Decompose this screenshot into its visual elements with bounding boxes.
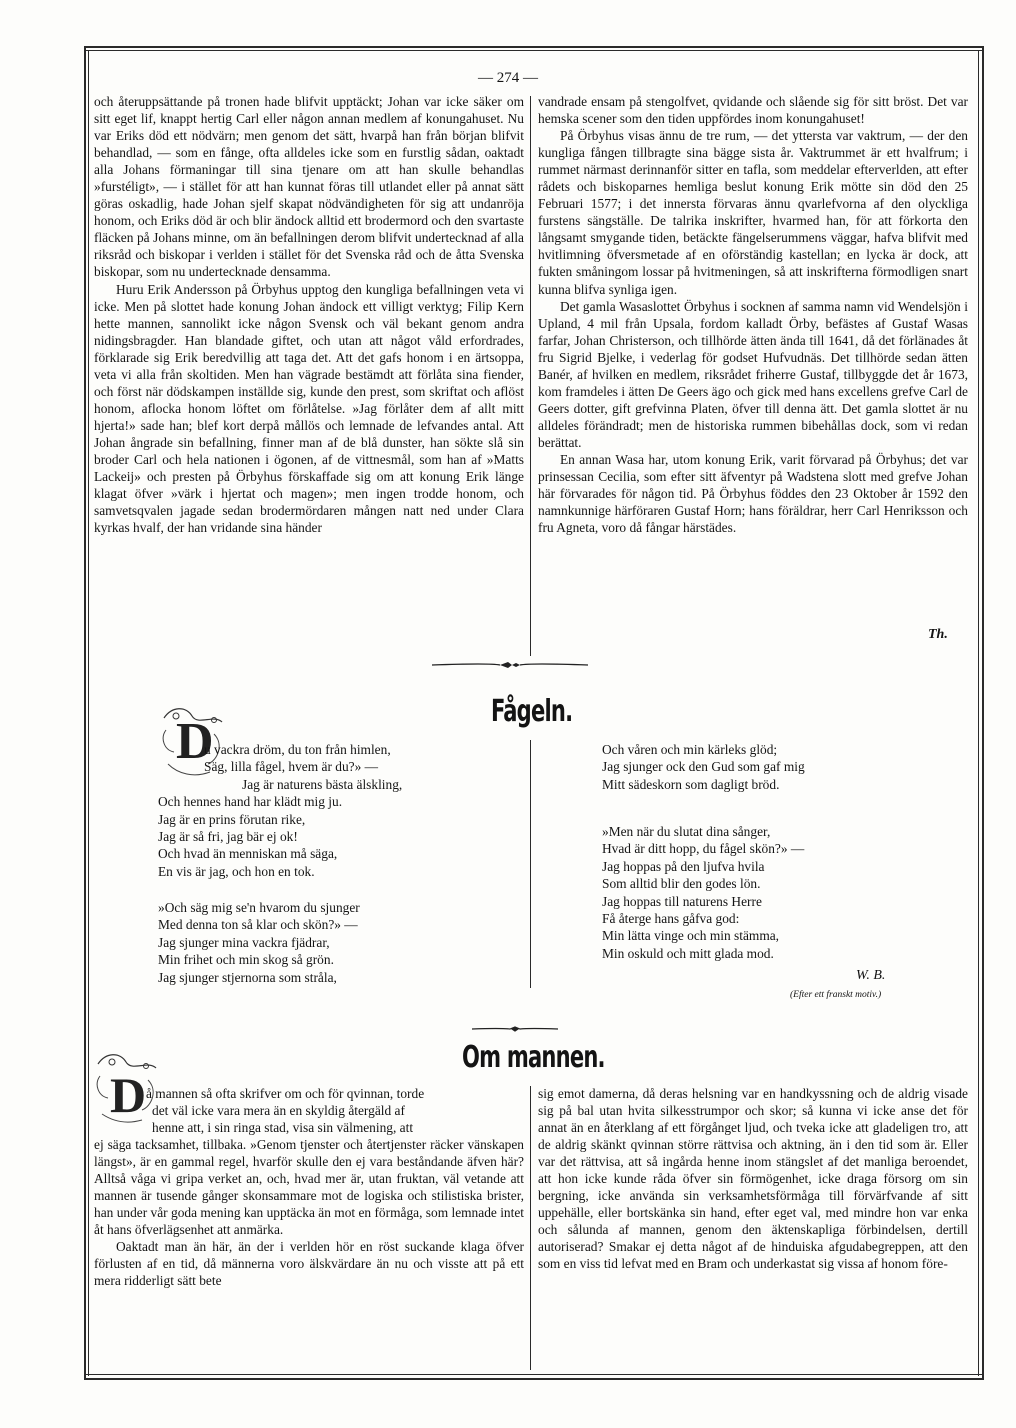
- poem-line: Och våren och min kärleks glöd;: [602, 742, 778, 757]
- poem-right-stanza-1: [602, 741, 922, 793]
- poem-line: Min oskuld och mitt glada mod.: [602, 945, 774, 961]
- frame-right-rule: [982, 46, 984, 1380]
- poem-signature: W. B.: [856, 968, 886, 983]
- poem-line: Jag sjunger ock den Gud som gaf mig: [602, 759, 805, 775]
- frame-top-rule-inner: [84, 50, 984, 51]
- poem-line: Jag är en prins förutan rike,: [158, 811, 306, 827]
- poem-line: Jag sjunger mina vackra fjädrar,: [158, 934, 330, 950]
- poem-line: Hvad är ditt hopp, du fågel skön?» —: [602, 841, 805, 857]
- poem-source-note: (Efter ett franskt motiv.): [790, 990, 882, 1000]
- paragraph: En annan Wasa har, utom konung Erik, varit förvarad på Örbyhus; det var prinsessan Cecilia, som efter sitt äfventyr på Wadstena slott med grefve Johan här förvarades för någon tid. På Örbyhus föddes den 23 Oktober år 1592 den namnkunnige härföraren Gustaf Horn; hans föräldrar, herr Carl Henriksson och fru Agneta, voro då fångar härstädes.: [538, 451, 968, 536]
- poem-line: Med denna ton så klar och skön?» —: [158, 917, 358, 933]
- poem-column-divider: [530, 740, 531, 988]
- article1-left-column: [94, 93, 524, 536]
- poem-line: u vackra dröm, du ton från himlen,: [204, 742, 391, 757]
- article2-drop-cap: D: [110, 1067, 147, 1123]
- poem-line: »Och säg mig se'n hvarom du sjunger: [158, 900, 360, 915]
- poem-drop-cap: D: [176, 713, 214, 770]
- article2-left-first-lines: [146, 1085, 524, 1136]
- poem-line: Jag hoppas på den ljufva hvila: [602, 858, 765, 874]
- frame-right-rule-inner: [978, 50, 979, 1376]
- poem-line: Och hennes hand har klädt mig ju.: [158, 794, 343, 810]
- poem-line: Säg, lilla fågel, hvem är du?» —: [204, 759, 379, 775]
- paragraph: sig emot damerna, då deras helsning var en handkyssning och de aldrig visade sig på bal utan hvita silkesstrumpor och skor; så kunna vi icke anse det för annat än en återklang af ett förgånget ljud, och tveka icke att gladeligen tro, att de aldrig skänkt qvinnan större rättvisa och aktning, än i den tid som är. Eller var det rättvisa, att så ingårda henne inom stängslet af det manliga beroendet, att hon icke kunde råda öfver sin förmögenhet, icke draga försorg om sin bergning, icke använda sin verksamhetsförmåga till förvärfvande af sitt uppehälle, eller bortskänka sin hand, efter eget val, med mindre hon var enka och sålunda af mannen, genom den äktenskapliga förbindelsen, dertill autoriserad? Smakar ej detta något af de hinduiska afgudabegreppen, att den som en viss tid lefvat med en Bram och underkastat sig vissa af honom före-: [538, 1086, 968, 1272]
- article1-right-column: [538, 93, 968, 536]
- text-line: det väl icke vara mera än en skyldig återgäld af: [152, 1103, 405, 1119]
- text-line: henne att, i sin ringa stad, visa sin välmening, att: [152, 1120, 414, 1136]
- frame-left-rule-inner: [88, 50, 89, 1376]
- poem-left-stanza-2: [158, 899, 478, 986]
- poem-line: »Men när du slutat dina sånger,: [602, 824, 771, 839]
- poem-title: Fågeln.: [491, 694, 573, 729]
- paragraph: På Örbyhus visas ännu de tre rum, — det yttersta var vaktrum, — der den kungliga fången tillbragte sina bägge sista år. Vaktrummet är ett hvalfrum; i rummet närmast derinnanför sitter en tafla, som meddelar efterverlden, att efter rådets och biskoparnes hemliga beslut konung Erik mötte sin död den 25 Februari 1577; i det innersta förvaras ännu qvarlefvorna af den olyckliga furstens sängställe. De talrika inskrifter, hvarmed han, för att förkorta den långsamt smygande tiden, betäckte fängelserummens väggar, hafva blifvit med hvitlimning öfversmetade af en oförständig kastellan; en lycka är dock, att fukten småningom lossar på hvitmeningen, så att inskrifterna förmodligen snart kunna blifva synliga igen.: [538, 128, 968, 297]
- paragraph: Det gamla Wasaslottet Örbyhus i socknen af samma namn vid Wendelsjön i Upland, 4 mil från Upsala, fordom kalladt Örby, befästes af Gustaf Wasas farfar, Johan Christerson, och tillhörde ätten ända till 1641, då det förlänades åt fru Sigrid Bjelke, i vederlag för godset Hufvudnäs. Det tillhörde sedan ätten Banér, af hvilken en medlem, riksrådet friherre Gustaf, tillbyggde det år 1673, kom framdeles i ätten De Geers ägo och gick med hans excellens grefve Carl de Geers dotter, gift grefvinna Platen, öfver till denna ätt. Det gamla slottet är nu alldeles förändradt; men de historiska rummen bibehållas dock, som vi redan berättat.: [538, 298, 968, 450]
- article1-signature: Th.: [928, 627, 948, 642]
- section-separator-ornament: [470, 1025, 560, 1033]
- paragraph: och återuppsättande på tronen hade blifvit upptäckt; Johan var icke säker om sitt eget lif, knappt hertig Carl eller någon annan medlem af konungahuset. Nu var Eriks död ett nödvärn; men genom det sätt, hvarpå han från början blifvit behandlad, — som en fånge, ofta alldeles icke som en furstlig sådan, oaktadt alla Johans förmaningar till sina tjenare om att han skulle behandlas »furstéligt», — i stället för att han kunnat föras till utlandet eller på annat sätt göras oskadlig, hade Johan sjelf skapat nödvändigheten för sig att undanröja honom, och Eriks död är och blir ändock alltid ett brodermord och den svartaste fläcken på Johans minne, om än befallningen derom blifvit undertecknad af alla riksråd och biskopar i verlden i stället för det Svenska råd och de åtta Svenska biskopar, som nu undertecknade densamma.: [94, 94, 524, 280]
- page-number: — 274 —: [478, 70, 538, 86]
- poem-line: Jag hoppas till naturens Herre: [602, 893, 762, 909]
- poem-line: En vis är jag, och hon en tok.: [158, 863, 315, 879]
- column-divider-bottom: [530, 1086, 531, 1370]
- poem-left-stanza-1: [158, 741, 478, 880]
- frame-bottom-rule-inner: [84, 1374, 984, 1375]
- poem-line: Som alltid blir den godes lön.: [602, 876, 761, 892]
- article2-title: Om mannen.: [462, 1040, 605, 1075]
- frame-bottom-rule: [84, 1378, 984, 1380]
- poem-line: Min frihet och min skog så grön.: [158, 952, 334, 968]
- paragraph: vandrade ensam på stengolfvet, qvidande och slående sig för sitt bröst. Det var hemska scener som den tiden uppfördes inom konungahuset!: [538, 94, 968, 127]
- section-separator-ornament: [430, 660, 590, 670]
- paragraph: Huru Erik Andersson på Örbyhus upptog den kungliga befallningen veta vi icke. Men på slottet hade konung Johan ändock ett villigt verktyg; Filip Kern hette mannen, sannolikt icke någon Svensk och väl bekant genom andra nidingsbragder. Han blandade giftet, och utan att något våld erfordrades, förklarade sig Erik beredvillig att taga det. Att det gafs honom i en ärtsoppa, veta vi alla från skoltiden. Men han vägrade bestämdt att förlåta sina fiender, och först när dödskampen inställde sig, kunde den prest, som skriftat och aflöst honom, aflocka honom löftet om förlåtelse. »Jag förlåter dem af allt mitt hjerta!» sade han; blef kort derpå mållös och lemnade de lefvandes antal. Att Johan ångrade sin befallning, finner man af de blå dunster, han sökte slå sin broder Carl och hela nationen i ögonen, af de vittnesmål, som han af »Matts Lackeij» och presten på Örbyhus förskaffade sig om att konung Erik länge klagat öfver »värk i hjertat och magen»; men ingen trodde honom, och samvetsqvalen jagade sedan brodermördaren mången natt ned under Clara kyrkas hvalf, der han vridande sina händer: [94, 281, 524, 536]
- paragraph: Oaktadt man än här, än der i verlden hör en röst suckande klaga öfver förlusten af en tid, då männerna voro älskvärdare än nu och visste att på ett mera ridderligt sätt bete: [94, 1239, 524, 1289]
- poem-line: Jag är så fri, jag bär ej ok!: [158, 829, 298, 845]
- frame-top-rule: [84, 46, 984, 48]
- article2-left-column: [94, 1136, 524, 1289]
- poem-line: Mitt sädeskorn som dagligt bröd.: [602, 776, 780, 792]
- poem-right-stanza-2: [602, 823, 922, 962]
- poem-line: Och hvad än menniskan må säga,: [158, 846, 338, 862]
- poem-line: Få återge hans gåfva god:: [602, 911, 740, 927]
- paragraph: ej säga tacksamhet, tillbaka. »Genom tjenster och återtjenster räcker vänskapen längst», är en gammal regel, hvarför skulle den ej vara beståndande äfven här? Alltså våga vi gripa verket an, och, hvad mer är, utan fruktan, väl vetande att mannen är tusende gånger skonsammare mot de logiska och stilistiska brister, han under vår goda mening kan upptäcka än mot en förmåga, som lemnade intet åt hans öfverlägsenhet att anmärka.: [94, 1137, 524, 1238]
- poem-line: Jag sjunger stjernorna som stråla,: [158, 969, 337, 985]
- poem-line: Jag är naturens bästa älskling,: [242, 776, 403, 792]
- poem-line: Min lätta vinge och min stämma,: [602, 928, 780, 944]
- text-line: å mannen så ofta skrifver om och för qvinnan, torde: [146, 1086, 425, 1101]
- article2-right-column: [538, 1085, 968, 1273]
- column-divider-top: [530, 96, 531, 656]
- frame-left-rule: [84, 46, 86, 1380]
